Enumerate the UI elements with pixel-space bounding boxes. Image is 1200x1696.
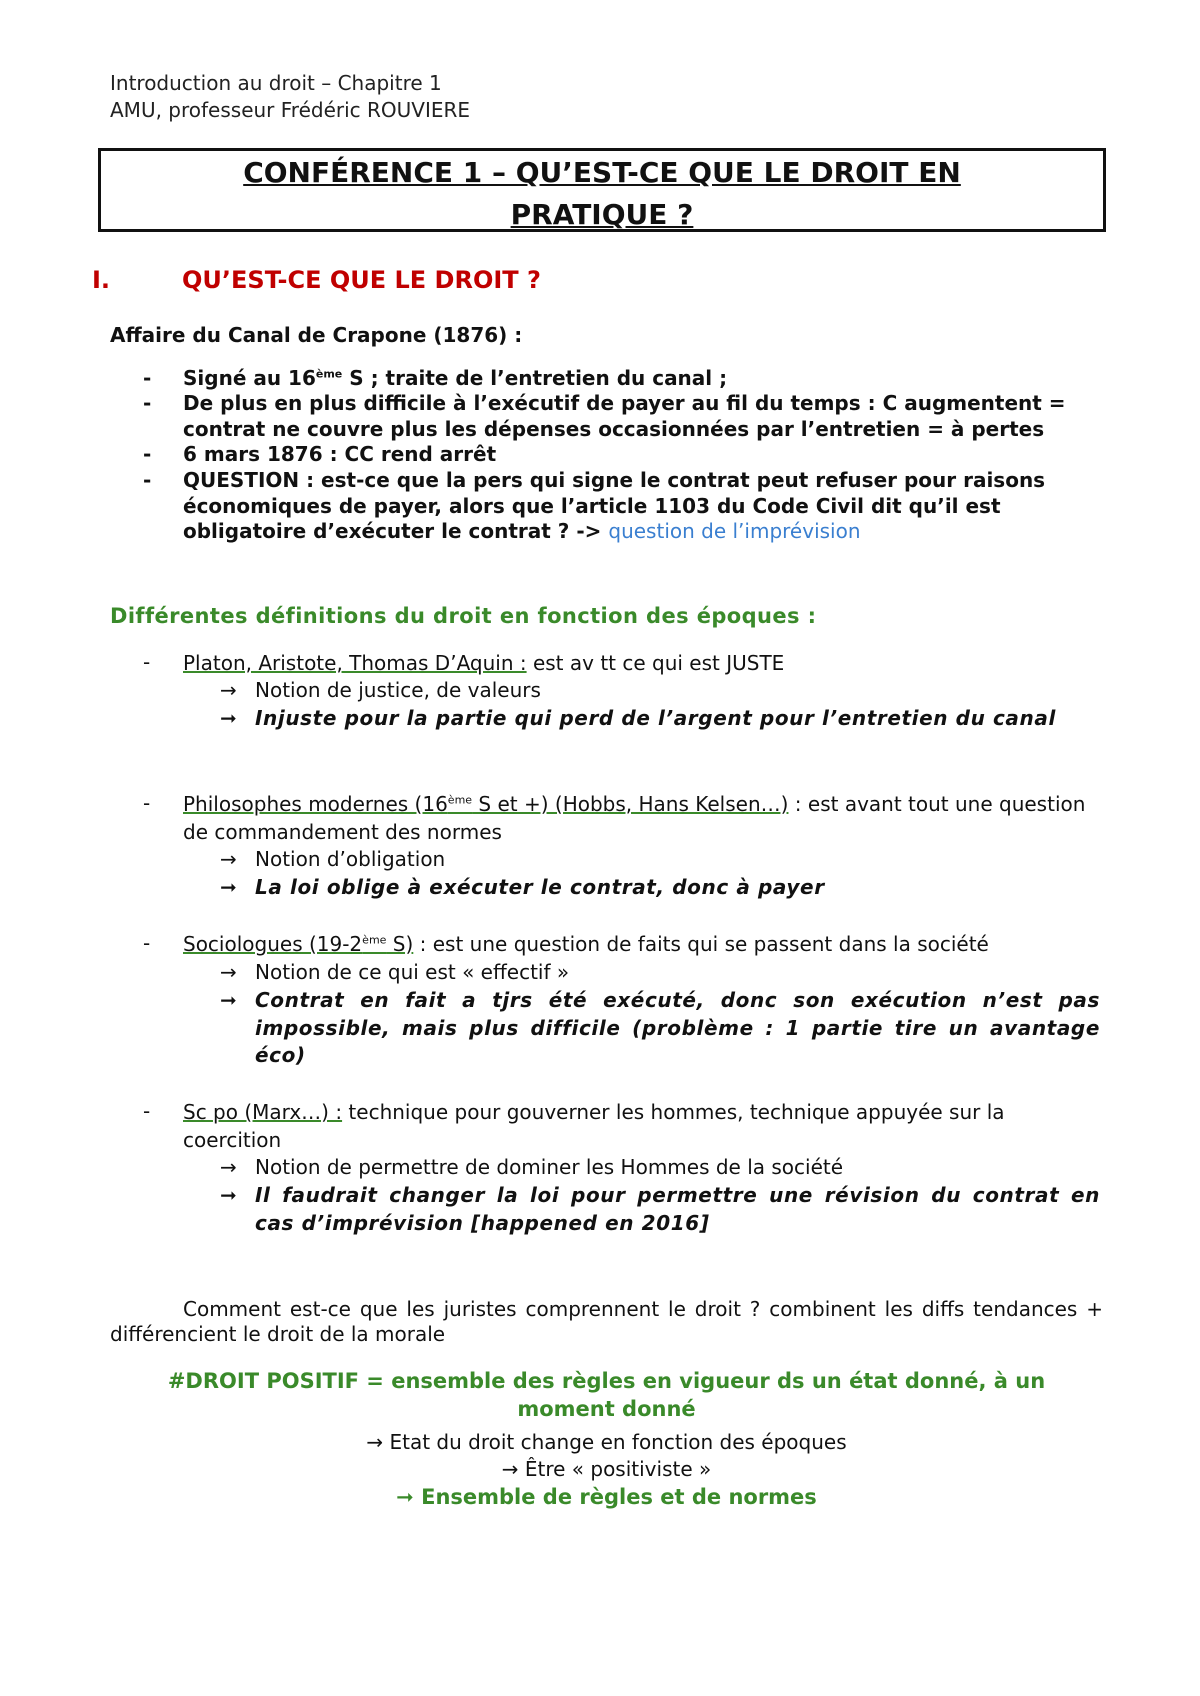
conclusion-arrow-3 — [110, 1484, 1103, 1512]
definition-3-author-b: S) — [386, 932, 414, 956]
affaire-bullet-1: Signé au 16ème S ; traite de l’entretien du canal ; — [183, 366, 728, 390]
definition-2-author-a: Philosophes modernes (16 — [183, 792, 448, 816]
arrow-icon: → — [366, 1430, 384, 1454]
bold-arrow-icon: ➞ — [220, 1183, 237, 1207]
header-course: Introduction au droit – Chapitre 1 — [110, 71, 442, 95]
definition-2-text: : est avant tout une question de commandement des normes — [183, 792, 1086, 844]
arrow-icon: → — [220, 960, 237, 984]
def-dash: - — [143, 650, 151, 674]
affaire-title: Affaire du Canal de Crapone (1876) : — [110, 323, 523, 347]
conclusion-paragraph: Comment est-ce que les juristes comprennent le droit ? combinent les diffs tendances + différencient le droit de la morale — [110, 1297, 1103, 1346]
conclusion-arrow-3-text: Ensemble de règles et de normes — [421, 1485, 817, 1509]
bullet-dash: - — [143, 391, 152, 415]
definition-3-text: : est une question de faits qui se passent dans la société — [413, 932, 989, 956]
definition-4 — [183, 1099, 1103, 1154]
definition-4-author: Sc po (Marx…) : — [183, 1100, 343, 1124]
affaire-bullet-4 — [183, 468, 1103, 545]
def-dash: - — [143, 791, 151, 815]
bullet-dash: - — [143, 468, 152, 492]
imprevision-link[interactable]: question de l’imprévision — [608, 519, 861, 543]
definition-1-consequence: Injuste pour la partie qui perd de l’argent pour l’entretien du canal — [255, 706, 1056, 730]
superscript: ème — [315, 367, 343, 381]
definition-3-author-a: Sociologues (19-2 — [183, 932, 363, 956]
arrow-icon: → — [220, 678, 237, 702]
definition-4-text: technique pour gouverner les hommes, technique appuyée sur la coercition — [183, 1100, 1005, 1152]
definition-2-author-b: S et +) (Hobbs, Hans Kelsen…) — [472, 792, 789, 816]
affaire-question: QUESTION : est-ce que la pers qui signe le contrat peut refuser pour raisons économiques de payer, alors que l’article 1103 du Code Civil dit qu’il est obligatoire d’exécuter le contrat ? -> — [183, 468, 1046, 543]
definition-1-text: est av tt ce qui est JUSTE — [526, 651, 785, 675]
conclusion-arrow-2 — [110, 1456, 1103, 1484]
title-line-1: CONFÉRENCE 1 – QU’EST-CE QUE LE DROIT EN — [243, 156, 961, 189]
bold-arrow-icon: ➞ — [220, 875, 237, 899]
definition-2-consequence: La loi oblige à exécuter le contrat, donc à payer — [255, 875, 825, 899]
section-heading: QU’EST-CE QUE LE DROIT ? — [182, 266, 541, 294]
bold-arrow-icon: ➞ — [396, 1485, 414, 1509]
definition-3 — [183, 931, 1103, 959]
definition-4-notion: Notion de permettre de dominer les Hommes de la société — [255, 1155, 844, 1179]
conclusion-arrow-2-text: Être « positiviste » — [524, 1457, 712, 1481]
definition-3-author — [183, 932, 413, 956]
header-professor: AMU, professeur Frédéric ROUVIERE — [110, 98, 471, 122]
conclusion-arrow-1-text: Etat du droit change en fonction des époques — [389, 1430, 847, 1454]
positive-law-definition: #DROIT POSITIF = ensemble des règles en vigueur ds un état donné, à un moment donné — [167, 1369, 1046, 1421]
definition-3-notion: Notion de ce qui est « effectif » — [255, 960, 570, 984]
definition-2 — [183, 791, 1103, 846]
definition-2-author-sup: ème — [447, 793, 473, 807]
definition-2-notion: Notion d’obligation — [255, 847, 446, 871]
definition-1-notion: Notion de justice, de valeurs — [255, 678, 541, 702]
definitions-heading: Différentes définitions du droit en fonction des époques : — [110, 604, 817, 628]
definition-1 — [183, 650, 1103, 678]
title-box — [98, 148, 1106, 232]
definition-4-consequence: Il faudrait changer la loi pour permettre une révision du contrat en cas d’imprévision [happened en 2016] — [255, 1183, 1100, 1235]
bullet-dash: - — [143, 366, 152, 390]
def-dash: - — [143, 1099, 151, 1123]
title-line-2: PRATIQUE ? — [510, 198, 694, 231]
definition-3-consequence: Contrat en fait a tjrs été exécuté, donc son exécution n’est pas impossible, mais plus difficile (problème : 1 partie tire un avantage éco) — [255, 988, 1100, 1067]
affaire-bullet-3: 6 mars 1876 : CC rend arrêt — [183, 442, 497, 466]
bold-arrow-icon: ➞ — [220, 706, 237, 730]
definition-3-author-sup: ème — [362, 933, 387, 947]
section-number: I. — [92, 266, 111, 294]
definition-1-author: Platon, Aristote, Thomas D’Aquin : — [183, 651, 527, 675]
affaire-bullet-2: De plus en plus difficile à l’exécutif de payer au fil du temps : C augmentent = contrat ne couvre plus les dépenses occasionnées par l’entretien = à pertes — [183, 391, 1066, 441]
arrow-icon: → — [501, 1457, 519, 1481]
arrow-icon: → — [220, 847, 237, 871]
bullet-dash: - — [143, 442, 152, 466]
bold-arrow-icon: ➞ — [220, 988, 237, 1012]
definition-2-author — [183, 792, 788, 816]
def-dash: - — [143, 931, 151, 955]
arrow-icon: → — [220, 1155, 237, 1179]
conclusion-arrow-1 — [110, 1429, 1103, 1457]
